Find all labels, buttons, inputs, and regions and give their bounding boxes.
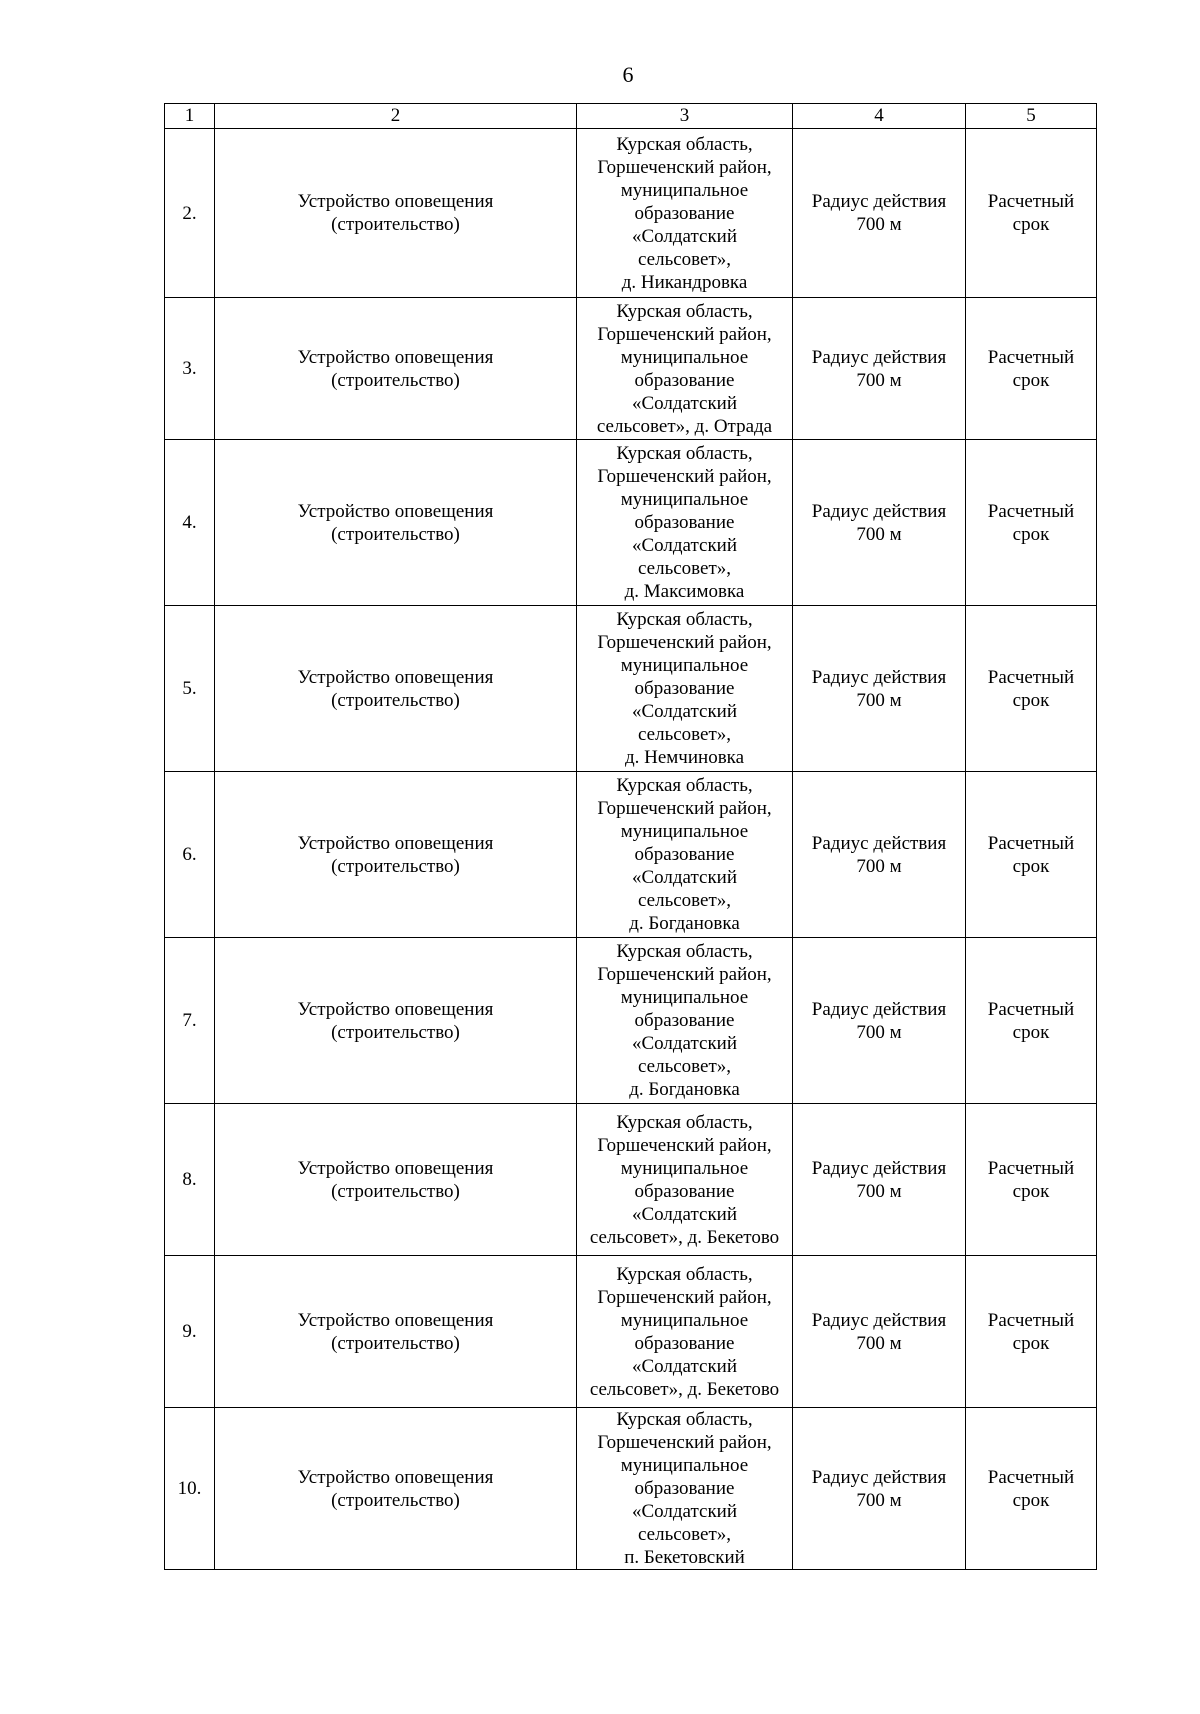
characteristic-cell <box>793 772 966 938</box>
address-line: «Солдатский <box>631 1355 738 1377</box>
row-number-cell: 3. <box>165 298 215 440</box>
address-line: сельсовет», <box>637 248 732 270</box>
address-line: Горшеченский район, <box>597 466 772 487</box>
address-line: образование <box>634 512 735 533</box>
address-cell <box>577 1104 793 1256</box>
table-row <box>165 938 1097 1104</box>
address-cell <box>577 938 793 1104</box>
address-line: муниципальное <box>620 655 749 676</box>
row-number-cell: 10. <box>165 1408 215 1570</box>
address-line: образование <box>634 202 735 224</box>
characteristic-cell <box>793 1104 966 1256</box>
address-line: Курская область, <box>616 1263 753 1285</box>
characteristic-line: Радиус действия <box>811 1157 947 1179</box>
address-line: сельсовет», <box>637 890 732 911</box>
term-line: Расчетный <box>987 346 1075 368</box>
characteristic-cell <box>793 129 966 298</box>
column-header-1: 1 <box>165 104 215 129</box>
address-line: Горшеченский район, <box>597 632 772 653</box>
address-line: Курская область, <box>616 133 753 155</box>
address-line: «Солдатский <box>631 225 738 247</box>
address-line: муниципальное <box>620 1455 749 1476</box>
address-line: Горшеченский район, <box>597 323 772 345</box>
address-line: «Солдатский <box>631 701 738 722</box>
object-name-cell <box>215 1256 577 1408</box>
address-line: Курская область, <box>616 1111 753 1133</box>
address-cell <box>577 1256 793 1408</box>
term-line: Расчетный <box>987 500 1075 522</box>
table-row <box>165 129 1097 298</box>
object-name-line: Устройство оповещения <box>297 500 494 522</box>
characteristic-line: Радиус действия <box>811 1466 947 1488</box>
table-row <box>165 298 1097 440</box>
address-line: д. Богдановка <box>629 913 740 934</box>
characteristic-line: 700 м <box>856 369 902 391</box>
object-name-line: Устройство оповещения <box>297 191 494 212</box>
object-name-cell <box>215 938 577 1104</box>
address-line: муниципальное <box>620 179 749 201</box>
address-line: Горшеченский район, <box>597 798 772 819</box>
object-name-cell <box>215 772 577 938</box>
address-line: «Солдатский <box>631 535 738 556</box>
characteristic-line: Радиус действия <box>811 666 947 688</box>
term-line: срок <box>1012 1021 1050 1043</box>
characteristic-cell <box>793 1408 966 1570</box>
object-name-line: (строительство) <box>331 1489 460 1511</box>
characteristic-cell <box>793 298 966 440</box>
address-line: образование <box>634 369 735 391</box>
term-cell <box>966 606 1097 772</box>
characteristic-line: Радиус действия <box>811 1309 947 1331</box>
object-name-line: (строительство) <box>331 1180 460 1202</box>
term-cell <box>966 129 1097 298</box>
object-name-line: Устройство оповещения <box>297 1157 494 1179</box>
object-name-cell <box>215 440 577 606</box>
characteristic-line: Радиус действия <box>811 998 947 1020</box>
table-row <box>165 1104 1097 1256</box>
address-line: Курская область, <box>616 941 753 962</box>
object-name-line: (строительство) <box>331 214 460 235</box>
address-line: сельсовет», д. Бекетово <box>589 1226 780 1248</box>
address-line: сельсовет», <box>637 1524 732 1545</box>
object-name-line: Устройство оповещения <box>297 832 494 854</box>
address-line: «Солдатский <box>631 392 738 414</box>
address-line: «Солдатский <box>631 1501 738 1522</box>
object-name-line: (строительство) <box>331 689 460 711</box>
characteristic-line: 700 м <box>856 1180 902 1202</box>
column-header-5: 5 <box>966 104 1097 129</box>
term-line: срок <box>1012 1489 1050 1511</box>
object-name-cell <box>215 129 577 298</box>
term-cell <box>966 1104 1097 1256</box>
address-line: муниципальное <box>620 1157 749 1179</box>
characteristic-line: 700 м <box>856 214 902 235</box>
address-line: Горшеченский район, <box>597 1286 772 1308</box>
address-line: сельсовет», <box>637 724 732 745</box>
address-cell <box>577 129 793 298</box>
characteristic-line: Радиус действия <box>811 500 947 522</box>
characteristic-line: 700 м <box>856 523 902 545</box>
table-body <box>165 104 1097 1570</box>
row-number-cell: 8. <box>165 1104 215 1256</box>
address-cell <box>577 772 793 938</box>
table-row <box>165 606 1097 772</box>
object-name-cell <box>215 606 577 772</box>
object-name-line: Устройство оповещения <box>297 1309 494 1331</box>
address-line: Горшеченский район, <box>597 1134 772 1156</box>
characteristic-line: Радиус действия <box>811 346 947 368</box>
address-cell <box>577 1408 793 1570</box>
address-line: Горшеченский район, <box>597 964 772 985</box>
row-number-cell: 6. <box>165 772 215 938</box>
table-row <box>165 440 1097 606</box>
row-number-cell: 7. <box>165 938 215 1104</box>
term-line: Расчетный <box>987 1466 1075 1488</box>
term-cell <box>966 1256 1097 1408</box>
row-number-cell: 5. <box>165 606 215 772</box>
row-number-cell: 2. <box>165 129 215 298</box>
term-line: срок <box>1012 1180 1050 1202</box>
address-line: образование <box>634 844 735 865</box>
term-cell <box>966 772 1097 938</box>
address-line: сельсовет», д. Отрада <box>596 415 773 437</box>
address-line: Курская область, <box>616 1409 753 1430</box>
term-line: срок <box>1012 1332 1050 1354</box>
address-line: муниципальное <box>620 987 749 1008</box>
address-line: сельсовет», д. Бекетово <box>589 1378 780 1400</box>
address-line: «Солдатский <box>631 1033 738 1054</box>
address-line: д. Немчиновка <box>624 747 745 768</box>
object-name-line: Устройство оповещения <box>297 998 494 1020</box>
address-line: Курская область, <box>616 609 753 630</box>
characteristic-cell <box>793 606 966 772</box>
address-cell <box>577 606 793 772</box>
object-name-line: (строительство) <box>331 523 460 545</box>
characteristic-cell <box>793 440 966 606</box>
address-line: муниципальное <box>620 489 749 510</box>
term-line: Расчетный <box>987 666 1075 688</box>
characteristic-cell <box>793 938 966 1104</box>
table-row <box>165 772 1097 938</box>
address-line: д. Богдановка <box>629 1079 740 1100</box>
object-name-line: (строительство) <box>331 1332 460 1354</box>
object-name-cell <box>215 1104 577 1256</box>
address-line: образование <box>634 678 735 699</box>
term-line: срок <box>1012 689 1050 711</box>
object-name-cell <box>215 1408 577 1570</box>
term-line: срок <box>1012 855 1050 877</box>
address-line: образование <box>634 1478 735 1499</box>
object-name-line: Устройство оповещения <box>297 666 494 688</box>
address-line: Горшеченский район, <box>597 1432 772 1453</box>
address-line: образование <box>634 1332 735 1354</box>
object-name-line: (строительство) <box>331 855 460 877</box>
table-row <box>165 1408 1097 1570</box>
term-line: Расчетный <box>987 1157 1075 1179</box>
characteristic-line: 700 м <box>856 1021 902 1043</box>
address-cell <box>577 440 793 606</box>
object-name-line: Устройство оповещения <box>297 1466 494 1488</box>
term-line: Расчетный <box>987 998 1075 1020</box>
address-line: образование <box>634 1180 735 1202</box>
row-number-cell: 9. <box>165 1256 215 1408</box>
column-header-3: 3 <box>577 104 793 129</box>
characteristic-line: 700 м <box>856 689 902 711</box>
address-line: сельсовет», <box>637 558 732 579</box>
term-cell <box>966 1408 1097 1570</box>
address-line: муниципальное <box>620 1309 749 1331</box>
address-line: «Солдатский <box>631 1203 738 1225</box>
address-line: муниципальное <box>620 821 749 842</box>
term-line: срок <box>1012 214 1050 235</box>
address-line: Курская область, <box>616 775 753 796</box>
object-name-line: (строительство) <box>331 369 460 391</box>
address-line: муниципальное <box>620 346 749 368</box>
characteristic-line: Радиус действия <box>811 832 947 854</box>
object-name-line: Устройство оповещения <box>297 346 494 368</box>
term-line: срок <box>1012 523 1050 545</box>
row-number-cell: 4. <box>165 440 215 606</box>
term-cell <box>966 938 1097 1104</box>
characteristic-line: Радиус действия <box>811 191 947 212</box>
term-line: Расчетный <box>987 1309 1075 1331</box>
object-name-line: (строительство) <box>331 1021 460 1043</box>
address-line: «Солдатский <box>631 867 738 888</box>
characteristic-line: 700 м <box>856 1489 902 1511</box>
address-line: образование <box>634 1010 735 1031</box>
term-line: срок <box>1012 369 1050 391</box>
address-line: д. Никандровка <box>621 271 748 293</box>
address-cell <box>577 298 793 440</box>
characteristic-line: 700 м <box>856 855 902 877</box>
term-cell <box>966 440 1097 606</box>
document-table <box>164 103 1097 1570</box>
characteristic-cell <box>793 1256 966 1408</box>
page-number: 6 <box>622 62 634 87</box>
term-line: Расчетный <box>987 191 1075 212</box>
address-line: Курская область, <box>616 300 753 322</box>
object-name-cell <box>215 298 577 440</box>
address-line: Горшеченский район, <box>597 156 772 178</box>
address-line: д. Максимовка <box>624 581 745 602</box>
column-header-4: 4 <box>793 104 966 129</box>
characteristic-line: 700 м <box>856 1332 902 1354</box>
column-header-2: 2 <box>215 104 577 129</box>
address-line: Курская область, <box>616 443 753 464</box>
address-line: сельсовет», <box>637 1056 732 1077</box>
table-row <box>165 1256 1097 1408</box>
table-header-row <box>165 104 1097 129</box>
term-line: Расчетный <box>987 832 1075 854</box>
address-line: п. Бекетовский <box>624 1547 745 1568</box>
term-cell <box>966 298 1097 440</box>
